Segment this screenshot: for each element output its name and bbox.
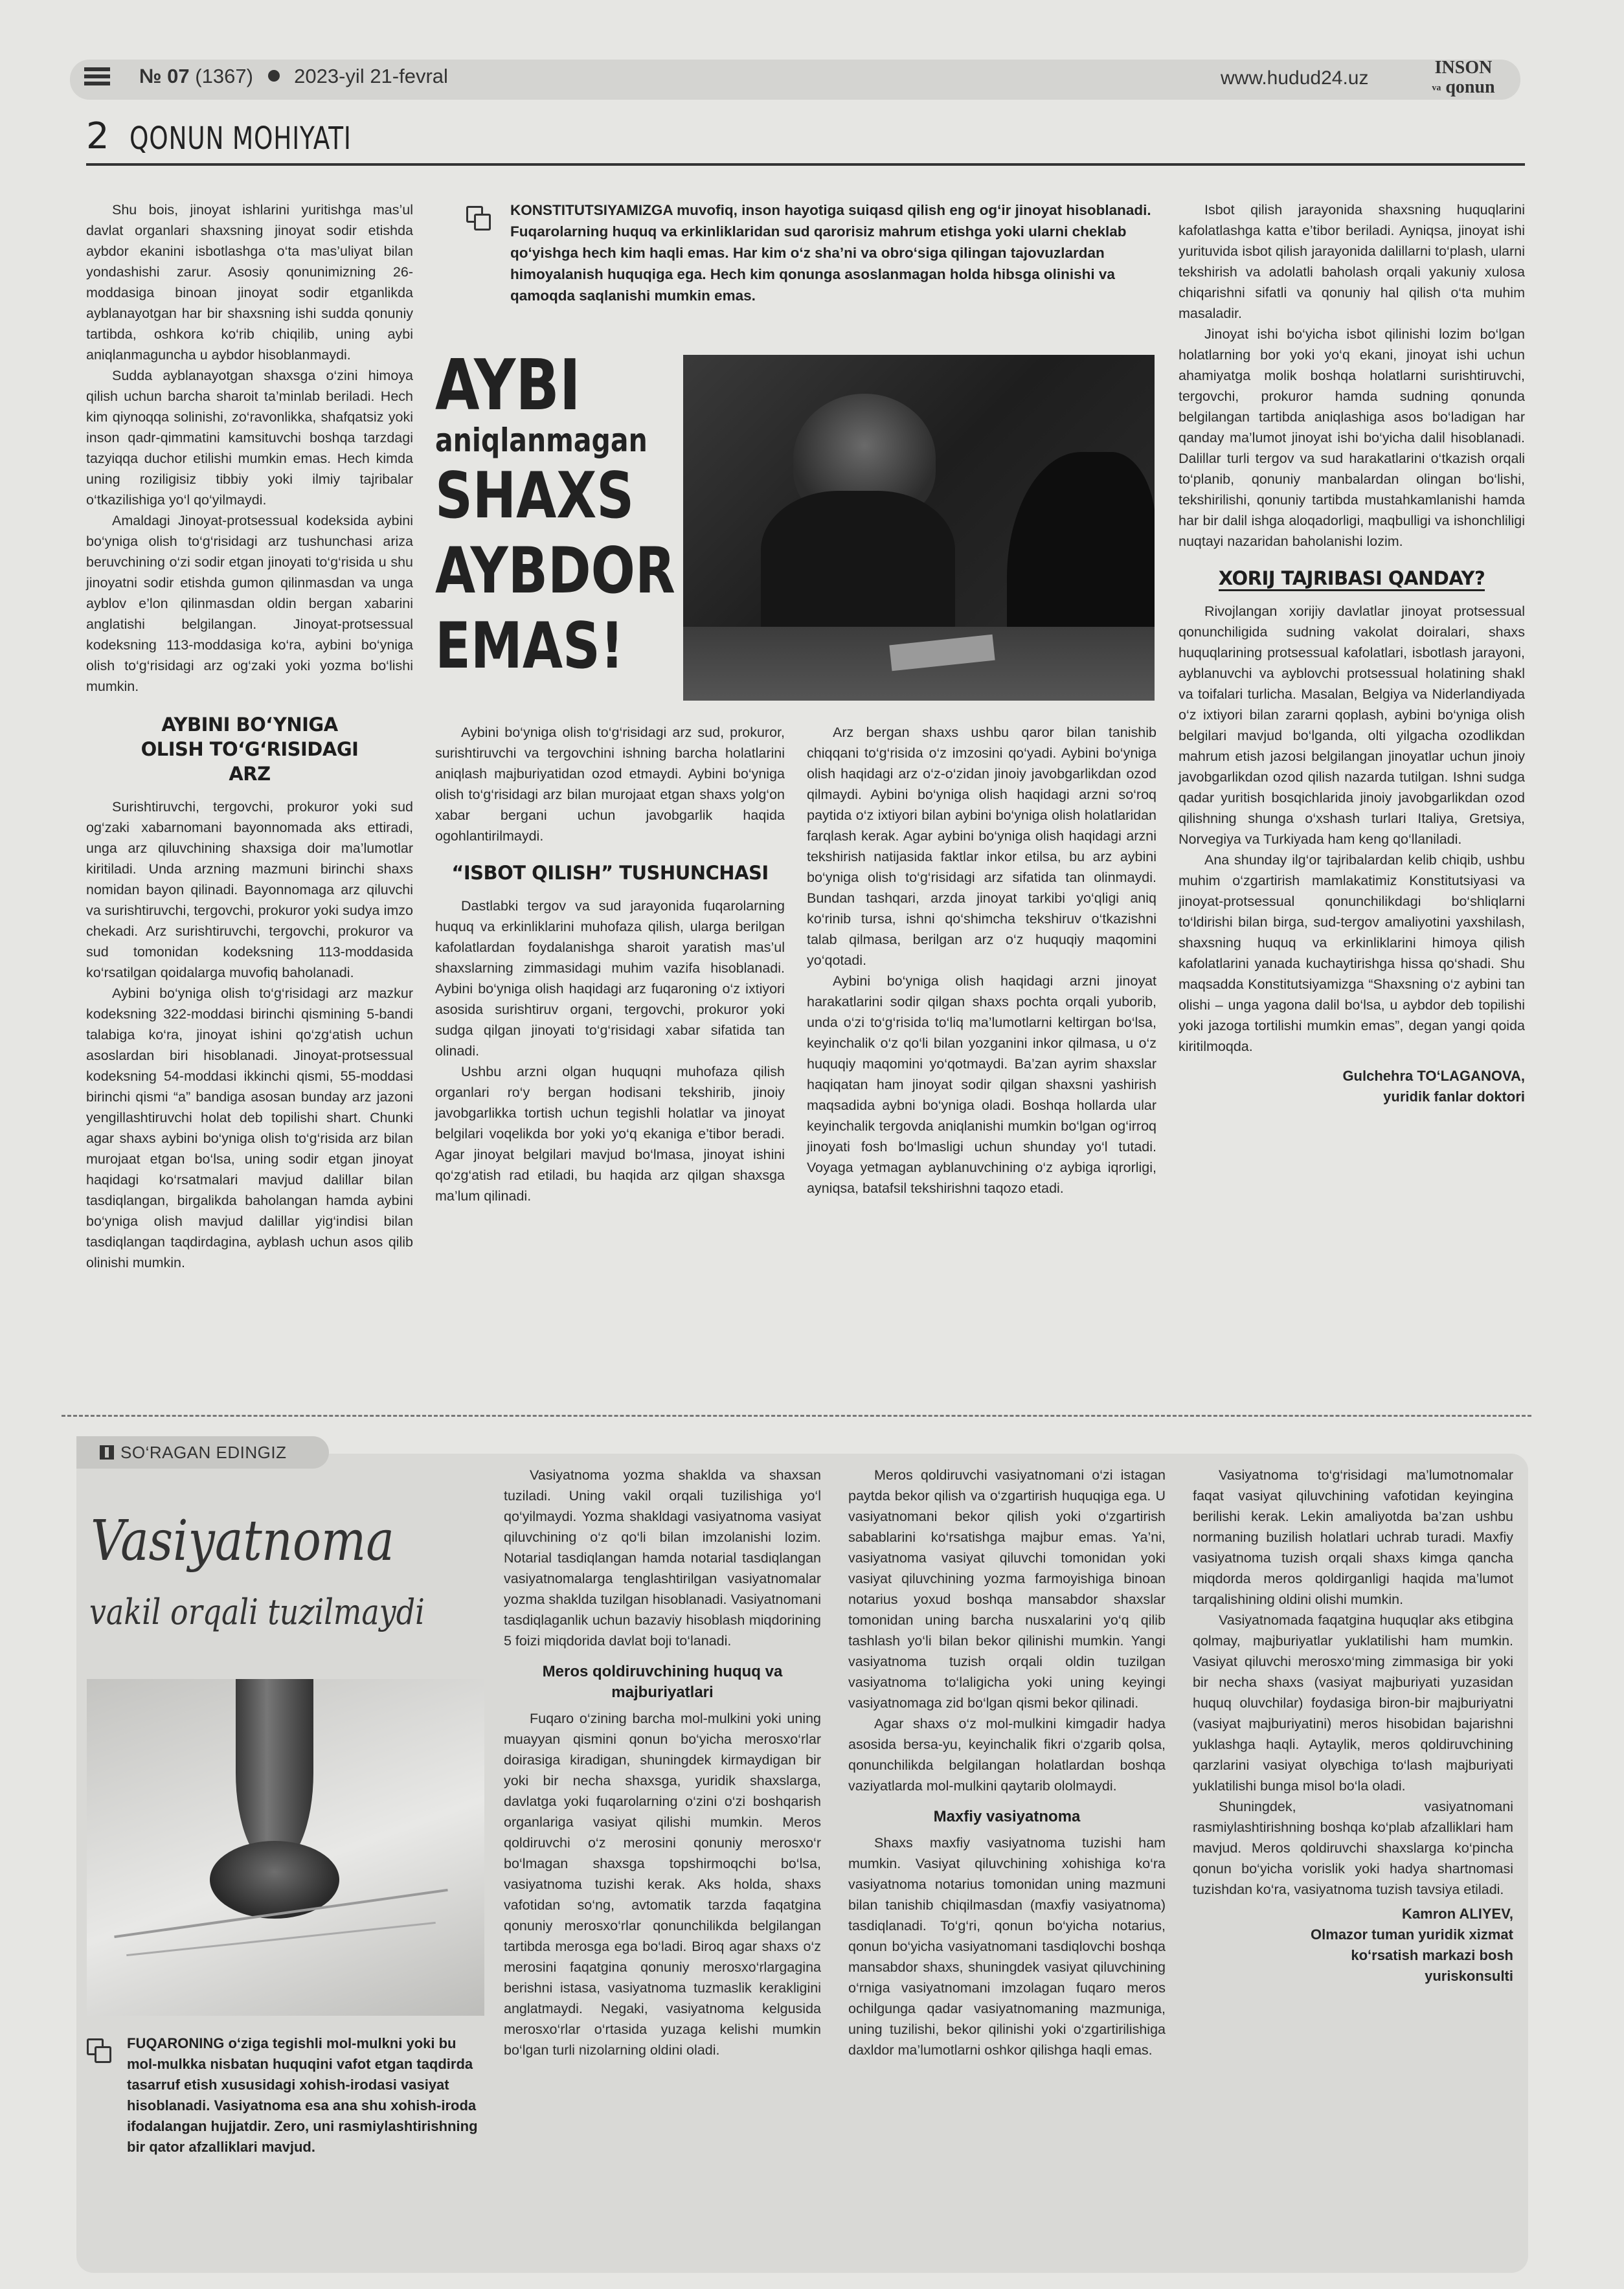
- headline-line4: AYBDOR: [435, 534, 675, 608]
- paragraph: Vasiyatnoma yozma shaklda va shaxsan tuziladi. Uning vakil orqali tuzilishiga yo‘l qo‘yilmaydi. Yozma shakldagi vasiyatnoma vasiyat qiluvchining o‘z qo‘li bilan imzolanishi lozim. Notarial tasdiqlangan hamda notarial tasdiqlangan vasiyatnomalarga tenglashtirilgan vasiyatnomalar yozma shaklda tuzilgan hisoblanadi. Vasiyatnomani tasdiqlaganlik uchun bazaviy hisoblash miqdorining 5 foizi miqdorida davlat boji to‘lanadi.: [504, 1467, 821, 1649]
- article-photo: [683, 355, 1155, 701]
- issue-total: (1367): [195, 65, 253, 87]
- paragraph: Meros qoldiruvchi vasiyatnomani o‘zi istagan paytda bekor qilish va o‘zgartirish huquqiga ega. U vasiyatnomani bekor qilish yoki o‘zgartirish sabablarini ko‘rsatishga majbur emas. Ya’ni, vasiyatnoma vasiyat qiluvchi tomonidan yoki vasiyat qiluvchining yozma farmoyishiga binoan notarius yoxud boshqa mansabdor shaxslar tomonidan uning barcha nusxalarini yo‘q qilib tashlash yo‘li bilan bekor qilinishi mumkin. Yangi vasiyatnoma tuzish orqali oldin tuzilgan vasiyatnoma to‘laligicha yoki uning keyingi vasiyatnomaga zid bo‘lgan qismi bekor qilinadi.: [848, 1467, 1166, 1711]
- paragraph: Jinoyat ishi bo‘yicha isbot qilinishi lozim bo‘lgan holatlarning bor yoki yo‘q ekani, jinoyat ishi uchun ahamiyatga molik boshqa holatlarni surishtiruvchi, tergovchi, prokuror hamda sudning qonunda belgilangan tartibda aniqlashiga asos bo‘ladigan har qanday ma’lumot jinoyat ishi bo‘yicha dalil hisoblanadi. Dalillar turli tergov va sud harakatlarini o‘tkazish orqali to‘planib, qonuniy manbalardan olingan bo‘lishi, tekshirilishi, qonuniy tartibda mustahkamlanishi hamda har bir dalil ishga aloqadorligi, maqbulligi va ishonchliligi nuqtayi nazaridan baholanishi lozim.: [1179, 326, 1525, 549]
- logo: [1421, 58, 1506, 104]
- qa-quote-text: o‘ziga tegishli mol-mulkni yoki bu mol-mulkka nisbatan huquqini vafot etgan taqdirda tasarruf etish xususidagi xohish-irodasi vasiyat hisoblanadi. Vasiyatnoma esa ana shu xohish-iroda ifodalangan hujjatdir. Zero, uni rasmiylashtirishning bir qator afzalliklari mavjud.: [127, 2035, 478, 2155]
- qa-title-1: Vasiyatnoma: [91, 1509, 394, 1573]
- page-number: 2: [86, 115, 109, 157]
- author-title: yuridik fanlar doktori: [1383, 1088, 1525, 1105]
- main-col-3: [807, 722, 1156, 1199]
- main-col-1: [86, 199, 413, 1273]
- headline-line2: aniqlanmagan: [435, 422, 648, 459]
- paragraph: Aybini bo‘yniga olish to‘g‘risidagi arz sud, prokuror, surishtiruvchi va tergovchini ishning barcha holatlarini aniqlash majburiyatidan ozod etmaydi. Aybini bo‘yniga olish to‘g‘risidagi arz bilan murojaat etgan shaxs yolg‘on xabar bergani uchun javobgarlik haqida ogohlantirilmaydi.: [435, 725, 785, 844]
- qa-author-org-1: Olmazor tuman yuridik xizmat: [1311, 1926, 1513, 1943]
- paragraph: Sudda ayblanayotgan shaxsga o‘zini himoya qilish uchun barcha sharoit ta’minlab beriladi. Hech kim qiynoqqa solinishi, zo‘ravonlikka, shafqatsiz yoki inson qadr-qimmatini kamsituvchi boshqa tarzdagi tazyiqqa duchor etilishi mumkin emas. Hech kimda uning roziligisiz tibbiy yoki ilmiy tajribalar o‘tkazilishiga yo‘l qo‘yilmaydi.: [86, 368, 413, 508]
- paragraph: Shaxs maxfiy vasiyatnoma tuzishi ham mumkin. Vasiyat qiluvchining xohishiga ko‘ra vasiyatnoma notarius tomonidan uning mazmuni bilan tanishib chiqilmasdan (maxfiy vasiyatnoma) tasdiqlanadi. To‘g‘ri, qonun bo‘yicha notarius, qonun bo‘yicha vasiyatnomani tasdiqlovchi boshqa mansabdor shaxs, shuningdek vasiyat qiluvchining o‘rniga vasiyatnomani imzolagan fuqaro meros ochilgunga qadar vasiyatnomaning mazmuniga, uning tuzilishi, bekor qilinishi yoki o‘zgartirilishiga daxldor ma’lumotlarni oshkor qilishga haqli emas.: [848, 1835, 1166, 2058]
- section-title: QONUN MOHIYATI: [130, 120, 352, 157]
- subheading-xorij: XORIJ TAJRIBASI QANDAY?: [1179, 566, 1525, 591]
- paragraph: Ana shunday ilg‘or tajribalardan kelib chiqib, ushbu muhim o‘zgartirish mamlakatimiz Konstitutsiyasi va jinoyat-protsessual qonunchilikdagi bo‘shliqlarni to‘ldirishi bilan birga, sud-tergov amaliyotini yaxshilash, shaxsning huquq va erkinliklarini himoya qilish kafolatlarini yanada kuchaytirishga hissa qo‘shadi. Shu maqsadda Konstitutsiyamizga “Shaxsning o‘z aybini tan olishi – unga yagona dalil bo‘lsa, u aybdor deb topilishi yoki jazoga tortilishi mumkin emas”, degan yangi qoida kiritilmoqda.: [1179, 852, 1525, 1054]
- qa-title-2: vakil orqali tuzilmaydi: [89, 1592, 425, 1632]
- qa-author-org-3: yuriskonsulti: [1425, 1968, 1513, 1984]
- paragraph: Ushbu arzni olgan huquqni muhofaza qilish organlari ro‘y bergan hodisani tekshirib, jinoiy javobgarlikka tortish uchun tegishli holatlar va jinoyat belgilari voqelikda bor yoki yo‘q ekaniga e’tibor beradi. Agar jinoyat belgilari mavjud bo‘lmasa, jinoyat ishini qo‘zg‘atish rad etiladi, bu haqida arz qilgan shaxsga ma’lum qilinadi.: [435, 1064, 785, 1204]
- paragraph: Vasiyatnoma to‘g‘risidagi ma’lumotnomalar faqat vasiyat qiluvchining vafotidan keyingina berilishi kerak. Lekin amaliyotda ba’zan ushbu normaning buzilish holatlari uchrab turadi. Maxfiy vasiyatnoma tuzish orqali shaxs kimga qancha miqdorda meros qoldirganligi haqida ma’lumot tarqalishining oldini olishi mumkin.: [1193, 1467, 1513, 1607]
- qa-col-1: [504, 1465, 821, 2060]
- headline-line1: AYBI: [435, 345, 581, 426]
- paragraph: Aybini bo‘yniga olish to‘g‘risidagi arz mazkur kodeksning 322-moddasi birinchi qismining 5-bandi talabiga ko‘ra, jinoyat ishini qo‘zg‘atish uchun asoslardan biri hisoblanadi. Jinoyat-protsessual kodeksning 54-moddasi ikkinchi qismi, 55-moddasi birinchi qismi “a” bandiga asosan bunday arz jazoni yengillashtiruvchi holat deb topilishi shart. Chunki agar shaxs aybini bo‘yniga olish to‘g‘risida arz bilan murojaat etgan bo‘lsa, uning sodir etgan jinoyat haqidagi ko‘rsatmalari mavjud dalillar bilan tasdiqlangan, birgalikda baholangan hamda aybini bo‘yniga olish mavjud dalillar yig‘indisi bilan tasdiqlangan taqdirdagina, ayblash uchun asos qilib olinishi mumkin.: [86, 986, 413, 1270]
- stamp-photo: [87, 1679, 484, 2016]
- copy-icon: [87, 2038, 113, 2064]
- paragraph: Dastlabki tergov va sud jarayonida fuqarolarning huquq va erkinliklarini muhofaza qilish, ularga berilgan kafolatlardan foydalanishga sharoit yaratish mas’ul shaxslarning zimmasidagi muhim vazifa hisoblanadi. Aybini bo‘yniga olish haqidagi arz fuqaroning o‘z ixtiyori asosida surishtiruv organi, tergovchi, prokuror yoki sudga qilgan jinoyati to‘g‘risidagi xabar sifatida tan olinadi.: [435, 898, 785, 1059]
- logo-mid: va: [1432, 83, 1441, 93]
- menu-icon: [84, 67, 110, 91]
- paragraph: Shu bois, jinoyat ishlarini yuritishga mas’ul davlat organlari shaxsning jinoyat sodir etishda aybdor ekanini isbotlashga o‘ta mas’uliyat bilan yondashishi zarur. Asosiy qonunimizning 26-moddasiga binoan jinoyat sodir etganlikda ayblanayotgan har bir shaxsning ishi sudda qonuniy tartibda, oshkora ko‘rib chiqilib, uning aybi aniqlanmaguncha u aybdor hisoblanmaydi.: [86, 202, 413, 363]
- paragraph: Vasiyatnomada faqatgina huquqlar aks etibgina qolmay, majburiyatlar yuklatilishi ham mumkin. Vasiyat qiluvchi merosxo‘ming zimmasiga bir yoki bir necha shaxs (vasiyat majburiyati yuzasidan huquq oluvchilar) foydasiga biron-bir majburiyatni (vasiyat majburiyatini) meros hisobidan bajarishni yuklashga haqli. Aytaylik, meros qoldiruvchining qarzlarini vasiyat olувchiga to‘lash majburiyati yuklatilishi bunga misol bo‘la oladi.: [1193, 1612, 1513, 1794]
- paragraph: Arz bergan shaxs ushbu qaror bilan tanishib chiqqani to‘g‘risida o‘z imzosini qo‘yadi. Aybini bo‘yniga olish haqidagi arz o‘z-o‘zidan jinoiy javobgarlikdan ozod qilmaydi. Aybini bo‘yniga olish haqidagi arzni so‘roq paytida o‘z ixtiyori bilan aybini bo‘yniga olish holatlaridan farqlash kerak. Agar aybini bo‘yniga olish haqidagi arzni tekshirish natijasida faktlar inkor etilsa, bu arz aybini bo‘yniga olish to‘g‘risidagi arz sifatida tan olinmaydi. Bundan tashqari, arzda jinoyat tarkibi yo‘qligi aniq ko‘rinib tursa, ishni qo‘shimcha tekshiruv o‘tkazishni talab qilmasa, berilgan arz o‘z huquqiy maqomini yo‘qotadi.: [807, 725, 1156, 968]
- paragraph: Rivojlangan xorijiy davlatlar jinoyat protsessual qonunchiligida sudning vakolat doiralari, shaxs huquqlarining protsessual kafolatlari, isbotlash jarayoni, ayblanuvchi va ayblovchi protsessual holatining shakl va toifalari turlicha. Masalan, Belgiya va Niderlandiyada o‘z ixtiyori bilan zararni qoplash, aybini bo‘yniga olish belgilari mavjud bo‘lganda, olti yilgacha ozodlikdan mahrum etish jazosi belgilangan jinoyatlar uchun jinoiy javobgarlikdan ozod qilish nazarda tutilgan. Ishni sudga qadar yuritish bosqichlarida jinoiy javobgarlikdan ozod qilishning shunga o‘xshash turlari Italiya, Gretsiya, Norvegiya va Turkiyada ham keng qo‘llaniladi.: [1179, 603, 1525, 847]
- qa-author-org-2: ko‘rsatish markazi bosh: [1351, 1947, 1513, 1963]
- logo-top: INSON: [1434, 58, 1493, 78]
- paragraph: Isbot qilish jarayonida shaxsning huquqlarini kafolatlashga katta e’tibor beriladi. Ayniqsa, jinoyat ishi yurituvida isbot qilish jarayonida dalillarni to‘plash, ularni tekshirish va adolatli baholash orqali yakuniy xulosa chiqarishni sifatli va qonuniy hal qilish o‘ta muhim masaladir.: [1179, 202, 1525, 321]
- headline-line3: SHAXS: [435, 459, 635, 533]
- quote-box: [466, 199, 1158, 361]
- subheading-arz: AYBINI BO‘YNIGA OLISH TO‘G‘RISIDAGI ARZ: [141, 714, 359, 785]
- qa-col-3: [1193, 1465, 1513, 1987]
- author-name: Gulchehra TO‘LAGANOVA,: [1342, 1068, 1525, 1084]
- quote-text: muvofiq, inson hayotiga suiqasd qilish eng og‘ir jinoyat hisoblanadi. Fuqarolarning huquq va erkinliklaridan sud qarorisiz mahrum etishga yoki ularni cheklab qo‘yishga hech kim haqli emas. Har kim o‘z sha’ni va obro‘siga qilingan tajovuzlardan himoyalanish huquqiga ega. Hech kim qonunga asoslanmagan holda hibsga olinishi va qamoqda saqlanishi mumkin emas.: [510, 202, 1151, 304]
- subheading-isbot: “ISBOT QILISH” TUSHUNCHASI: [451, 862, 769, 884]
- paragraph: Surishtiruvchi, tergovchi, prokuror yoki sud og‘zaki xabarnomani bayonnomada aks ettiradi, unga arz qiluvchining shaxsiga doir ma’lumotlar kiritiladi. Unda arzning mazmuni birinchi shaxs nomidan bayon qilinadi. Bayonnomaga arz qiluvchi va surishtiruvchi, tergovchi, prokuror yoki sudya imzo chekadi. Arz surishtiruvchi, tergovchi, prokuror va sud tomonidan kodeksning 113-moddasida ko‘rsatilgan qoidalarga muvofiq baholanadi.: [86, 799, 413, 980]
- logo-bottom: qonun: [1445, 77, 1495, 97]
- copy-icon: [466, 206, 492, 232]
- paragraph: Shuningdek, vasiyatnomani rasmiylashtirishning boshqa ko‘plab afzalliklari ham mavjud. Meros qoldiruvchi shaxslarga ko‘pincha qonun bo‘yicha vorislik yoki hadya shartnomasi tuzishdan ko‘ra, vasiyatnoma tuzish tavsiya etiladi.: [1193, 1799, 1513, 1897]
- qa-author-name: Kamron ALIYEV,: [1402, 1906, 1513, 1922]
- qa-quote-lead: FUQARONING: [127, 2035, 225, 2051]
- qa-subheading-maxfiy: Maxfiy vasiyatnoma: [933, 1808, 1081, 1825]
- main-col-4: [1179, 199, 1525, 1107]
- article-divider: [62, 1415, 1531, 1417]
- paragraph: Amaldagi Jinoyat-protsessual kodeksida aybini bo‘yniga olish to‘g‘risidagi arz tushunchasi ariza beruvchining o‘zi sodir etgan jinoyati to‘g‘risida u shu jinoyatni sodir etishda gumon qilinmasdan va unga ayblov e’lon qilinmasdan oldin bergan xabarini anglatishi belgilangan. Jinoyat-protsessual kodeksning 113-moddasiga ko‘ra, aybini bo‘yniga olish to‘g‘risidagi arz og‘zaki yoki yozma bo‘lishi mumkin.: [86, 513, 413, 694]
- issue-number: № 07: [139, 65, 190, 87]
- website-url: www.hudud24.uz: [1221, 67, 1369, 89]
- headline: [435, 345, 681, 684]
- paragraph: Aybini bo‘yniga olish haqidagi arzni jinoyat harakatlarini sodir qilgan shaxs pochta orqali yuborib, unda o‘zi to‘g‘risida to‘liq ma’lumotlarni keltirgan bo‘lsa, keyinchalik o‘z qo‘li bilan yozganini inkor qilmasa, u o‘z huquqiy maqomini yo‘qotmaydi. Ba’zan ayrim shaxslar haqiqatan ham jinoyat sodir qilgan shaxsni yashirish maqsadida aybni bo‘yniga oladi. Boshqa hollarda ular keyinchalik tergovda aniqlanishi mumkin bo‘lgan og‘irroq jinoyati fosh bo‘lmasligi uchun shunday yo‘l tutadi. Voyaga yetmagan ayblanuvchining o‘z aybiga iqrorligi, ayniqsa, batafsil tekshirishni taqozo etadi.: [807, 973, 1156, 1196]
- section-rule: [86, 163, 1525, 166]
- issue-info: [139, 65, 448, 88]
- paragraph: Fuqaro o‘zining barcha mol-mulkini yoki uning muayyan qismini qonun bo‘yicha merosxo‘rlar doirasiga kiradigan, shuningdek kirmaydigan bir yoki bir necha shaxsga, yuridik shaxslarga, davlatga yoki fuqarolarning o‘zini o‘zi boshqarish organlariga vasiyat qilishi mumkin. Meros qoldiruvchi o‘z merosini qonuniy merosxo‘r bo‘lmagan shaxsga topshirmoqchi bo‘lsa, vasiyatnoma tuzishi kerak. Aks holda, shaxs vafotidan so‘ng, avtomatik tarzda faqatgina qonuniy merosxo‘rlar qonunchilikda belgilangan tartibda merosga ega bo‘ladi. Biroq agar shaxs o‘z merosini faqatgina qonuniy merosxo‘rlargagina berishni istasa, vasiyatnoma tuzmaslik kerakligini anglatmaydi. Negaki, vasiyatnoma kelgusida merosxo‘rlar o‘rtasida yuzaga kelishi mumkin bo‘lgan turli nizolarning oldini oladi.: [504, 1711, 821, 2058]
- qa-tag: [76, 1436, 329, 1469]
- bullet-icon: [268, 70, 280, 82]
- issue-date: 2023-yil 21-fevral: [294, 65, 448, 87]
- qa-tag-label: SO‘RAGAN EDINGIZ: [120, 1442, 287, 1462]
- quote-lead: KONSTITUTSIYAMIZGA: [510, 202, 673, 218]
- qa-col-2: [848, 1465, 1166, 2060]
- paragraph: Agar shaxs o‘z mol-mulkini kimgadir hadya asosida bersa-yu, keyinchalik fikri o‘zgarib qolsa, qonunchilikda belgilangan holatlardan boshqa vaziyatlarda mol-mulkini qaytarib ololmaydi.: [848, 1716, 1166, 1794]
- headline-line5: EMAS!: [435, 609, 624, 683]
- main-col-2: [435, 722, 785, 1206]
- grid-icon: [100, 1445, 114, 1460]
- qa-subheading-meros: Meros qoldiruvchining huquq va majburiyatlari: [542, 1663, 783, 1701]
